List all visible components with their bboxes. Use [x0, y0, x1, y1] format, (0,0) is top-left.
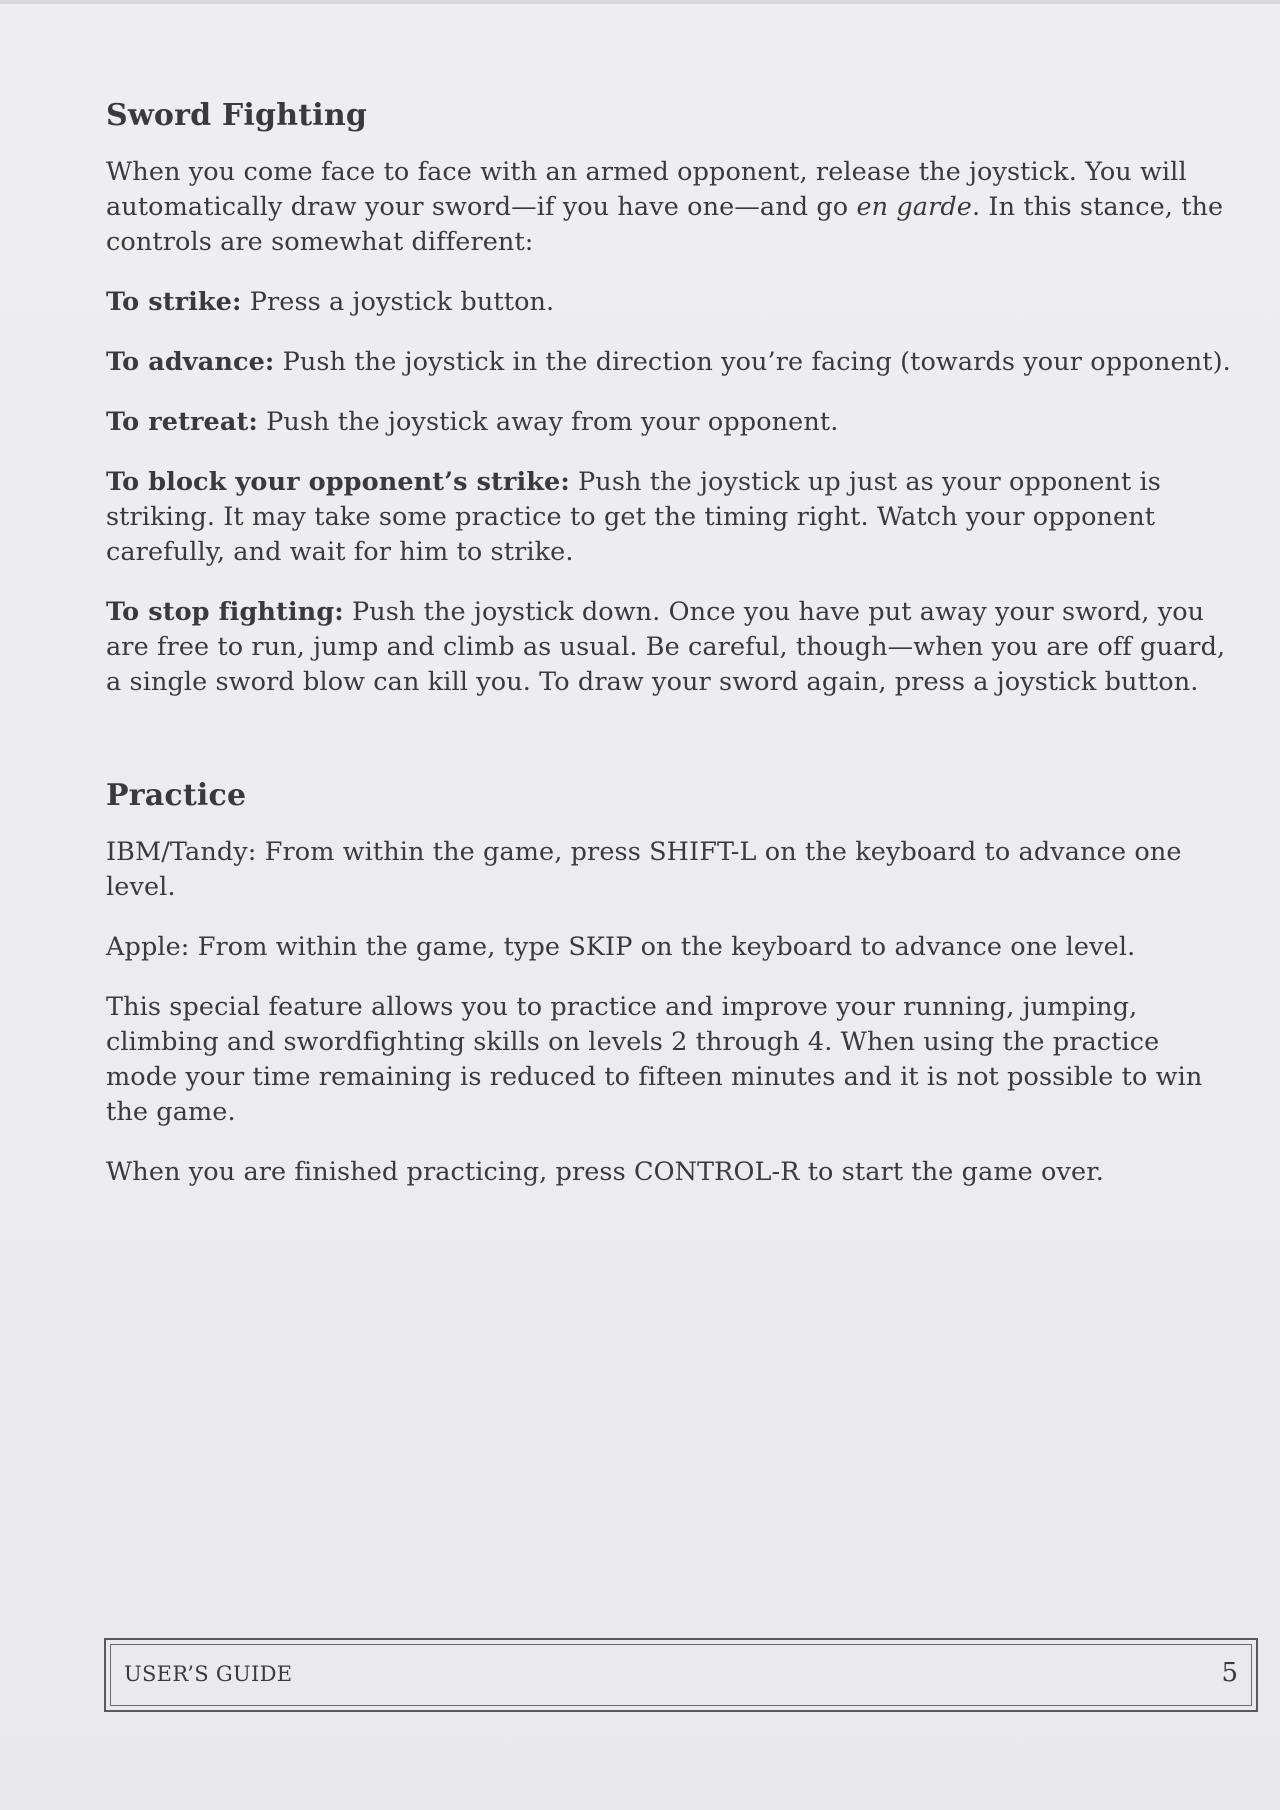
page-footer [104, 1638, 1258, 1712]
control-item-stop [106, 595, 1236, 700]
sword-fighting-heading: Sword Fighting [106, 98, 368, 133]
control-term: To retreat: [106, 407, 258, 437]
control-description: Push the joystick away from your opponent. [257, 407, 839, 437]
control-description: Push the joystick up just as your opponent is striking. It may take some practice to get the timing right. Watch your opponent carefully, and wait for him to strike. [106, 467, 1161, 567]
control-term: To stop fighting: [106, 597, 344, 627]
page-content [106, 98, 1236, 1190]
control-description: Press a joystick button. [241, 287, 555, 317]
page-top-edge [0, 0, 1280, 4]
practice-paragraph-ibm: IBM/Tandy: From within the game, press SHIFT-L on the keyboard to advance one level. [106, 837, 1182, 902]
control-description: Push the joystick in the direction you’re facing (towards your opponent). [274, 347, 1231, 377]
practice-paragraph-apple: Apple: From within the game, type SKIP on the keyboard to advance one level. [106, 932, 1136, 962]
page-number: 5 [1221, 1658, 1238, 1688]
control-item-strike [106, 285, 1236, 320]
control-item-block [106, 465, 1236, 570]
intro-emphasis: en garde [856, 192, 973, 222]
control-item-advance [106, 345, 1236, 380]
practice-heading: Practice [106, 778, 247, 813]
sword-fighting-intro [106, 155, 1236, 260]
practice-paragraph-feature: This special feature allows you to practice and improve your running, jumping, climbing and swordfighting skills on levels 2 through 4. When using the practice mode your time remaining is reduced to fifteen minutes and it is not possible to win the game. [106, 992, 1203, 1127]
intro-text-before: When you come face to face with an armed opponent, release the joystick. You will automatically draw your sword—if you have one—and go [106, 157, 1187, 222]
practice-paragraph-finish: When you are finished practicing, press CONTROL-R to start the game over. [106, 1157, 1104, 1187]
footer-label: USER’S GUIDE [124, 1662, 293, 1686]
control-item-retreat [106, 405, 1236, 440]
control-term: To block your opponent’s strike: [106, 467, 570, 497]
intro-text-after: . In this stance, the controls are somewhat different: [106, 192, 1224, 257]
control-term: To strike: [106, 287, 242, 317]
control-term: To advance: [106, 347, 275, 377]
control-description: Push the joystick down. Once you have put away your sword, you are free to run, jump and climb as usual. Be careful, though—when you are off guard, a single sword blow can kill you. To draw your sword again, press a joystick button. [106, 597, 1226, 697]
